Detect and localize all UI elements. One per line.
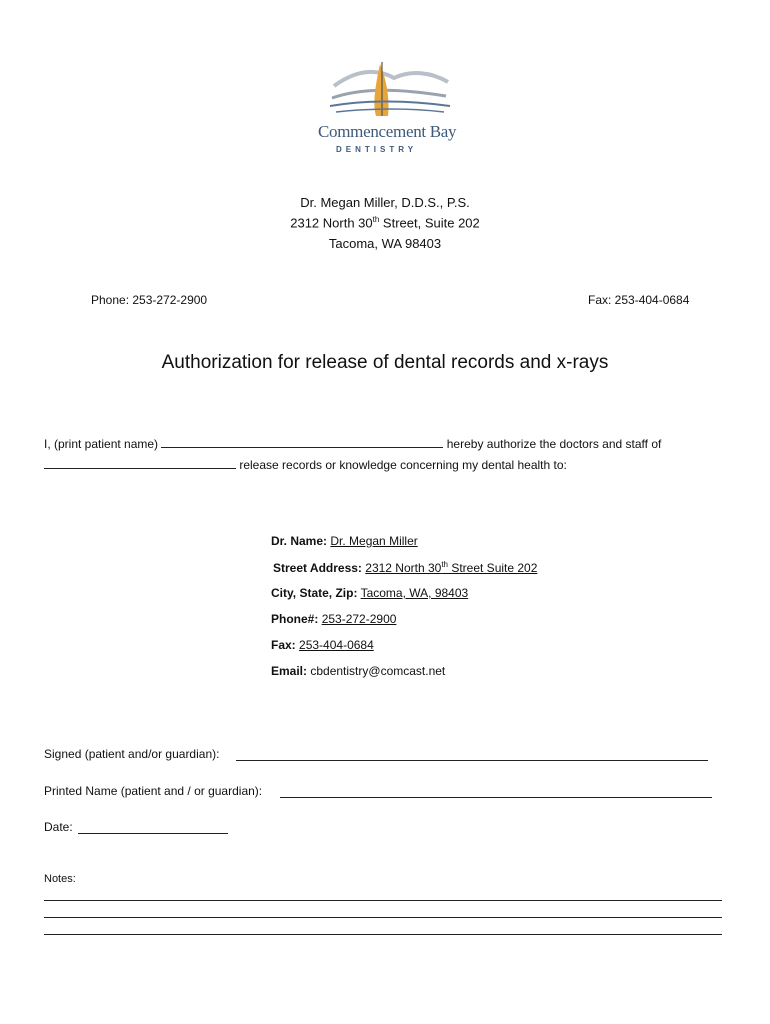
recipient-street-value-pre: 2312 North 30 <box>365 561 442 575</box>
practice-phone: Phone: 253-272-2900 <box>91 293 208 307</box>
recipient-street-value-post: Street Suite 202 <box>448 561 538 575</box>
practice-fax: Fax: 253-404-0684 <box>588 293 690 307</box>
signed-field[interactable] <box>236 760 708 761</box>
recipient-name-row <box>271 534 418 548</box>
sailboat-logo-icon <box>316 58 456 158</box>
recipient-fax-value: 253-404-0684 <box>299 638 374 652</box>
recipient-phone-label: Phone#: <box>271 612 319 626</box>
recipient-email-label: Email: <box>271 664 308 678</box>
recipient-name-value: Dr. Megan Miller <box>330 534 418 548</box>
printed-name-field[interactable] <box>280 797 712 798</box>
logo-subtitle: DENTISTRY <box>336 145 418 154</box>
recipient-name-label: Dr. Name: <box>271 534 328 548</box>
notes-label: Notes: <box>44 873 76 885</box>
recipient-street-value-sup: th <box>441 560 448 569</box>
recipient-street-row <box>273 560 537 575</box>
notes-line-1[interactable] <box>44 900 722 901</box>
recipient-fax-row <box>271 638 374 652</box>
authorization-line-1 <box>44 437 661 451</box>
logo-name: Commencement Bay <box>318 122 457 141</box>
recipient-city-label: City, State, Zip: <box>271 586 358 600</box>
notes-line-2[interactable] <box>44 917 722 918</box>
authorization-line-2-post: release records or knowledge concerning my dental health to: <box>239 458 567 472</box>
recipient-street-value <box>365 561 537 575</box>
authorization-line-2 <box>44 458 567 472</box>
practice-street-post: Street, Suite 202 <box>379 215 480 231</box>
patient-name-field[interactable] <box>161 437 443 448</box>
practice-city: Tacoma, WA 98403 <box>328 236 442 251</box>
practice-street-pre: 2312 North 30 <box>290 215 373 231</box>
practice-street-sup: th <box>372 215 380 224</box>
recipient-city-value: Tacoma, WA, 98403 <box>360 586 469 600</box>
authorization-line-1-pre: I, (print patient name) <box>44 437 159 451</box>
notes-line-3[interactable] <box>44 934 722 935</box>
printed-name-label: Printed Name (patient and / or guardian): <box>44 784 263 798</box>
recipient-email-value: cbdentistry@comcast.net <box>310 664 446 678</box>
practice-street <box>0 215 770 230</box>
authorization-line-1-post: hereby authorize the doctors and staff of <box>446 437 662 451</box>
recipient-email-row <box>271 664 445 678</box>
signed-label: Signed (patient and/or guardian): <box>44 747 220 761</box>
recipient-phone-value: 253-272-2900 <box>321 612 397 626</box>
recipient-phone-row <box>271 612 396 626</box>
recipient-street-label: Street Address: <box>273 561 362 575</box>
date-field[interactable] <box>78 833 228 834</box>
page-title: Authorization for release of dental records and x-rays <box>161 352 609 373</box>
doctor-name: Dr. Megan Miller, D.D.S., P.S. <box>300 195 470 210</box>
date-label: Date: <box>44 820 73 834</box>
recipient-fax-label: Fax: <box>271 638 296 652</box>
practice-name-field[interactable] <box>44 458 236 469</box>
recipient-city-row <box>271 586 468 600</box>
